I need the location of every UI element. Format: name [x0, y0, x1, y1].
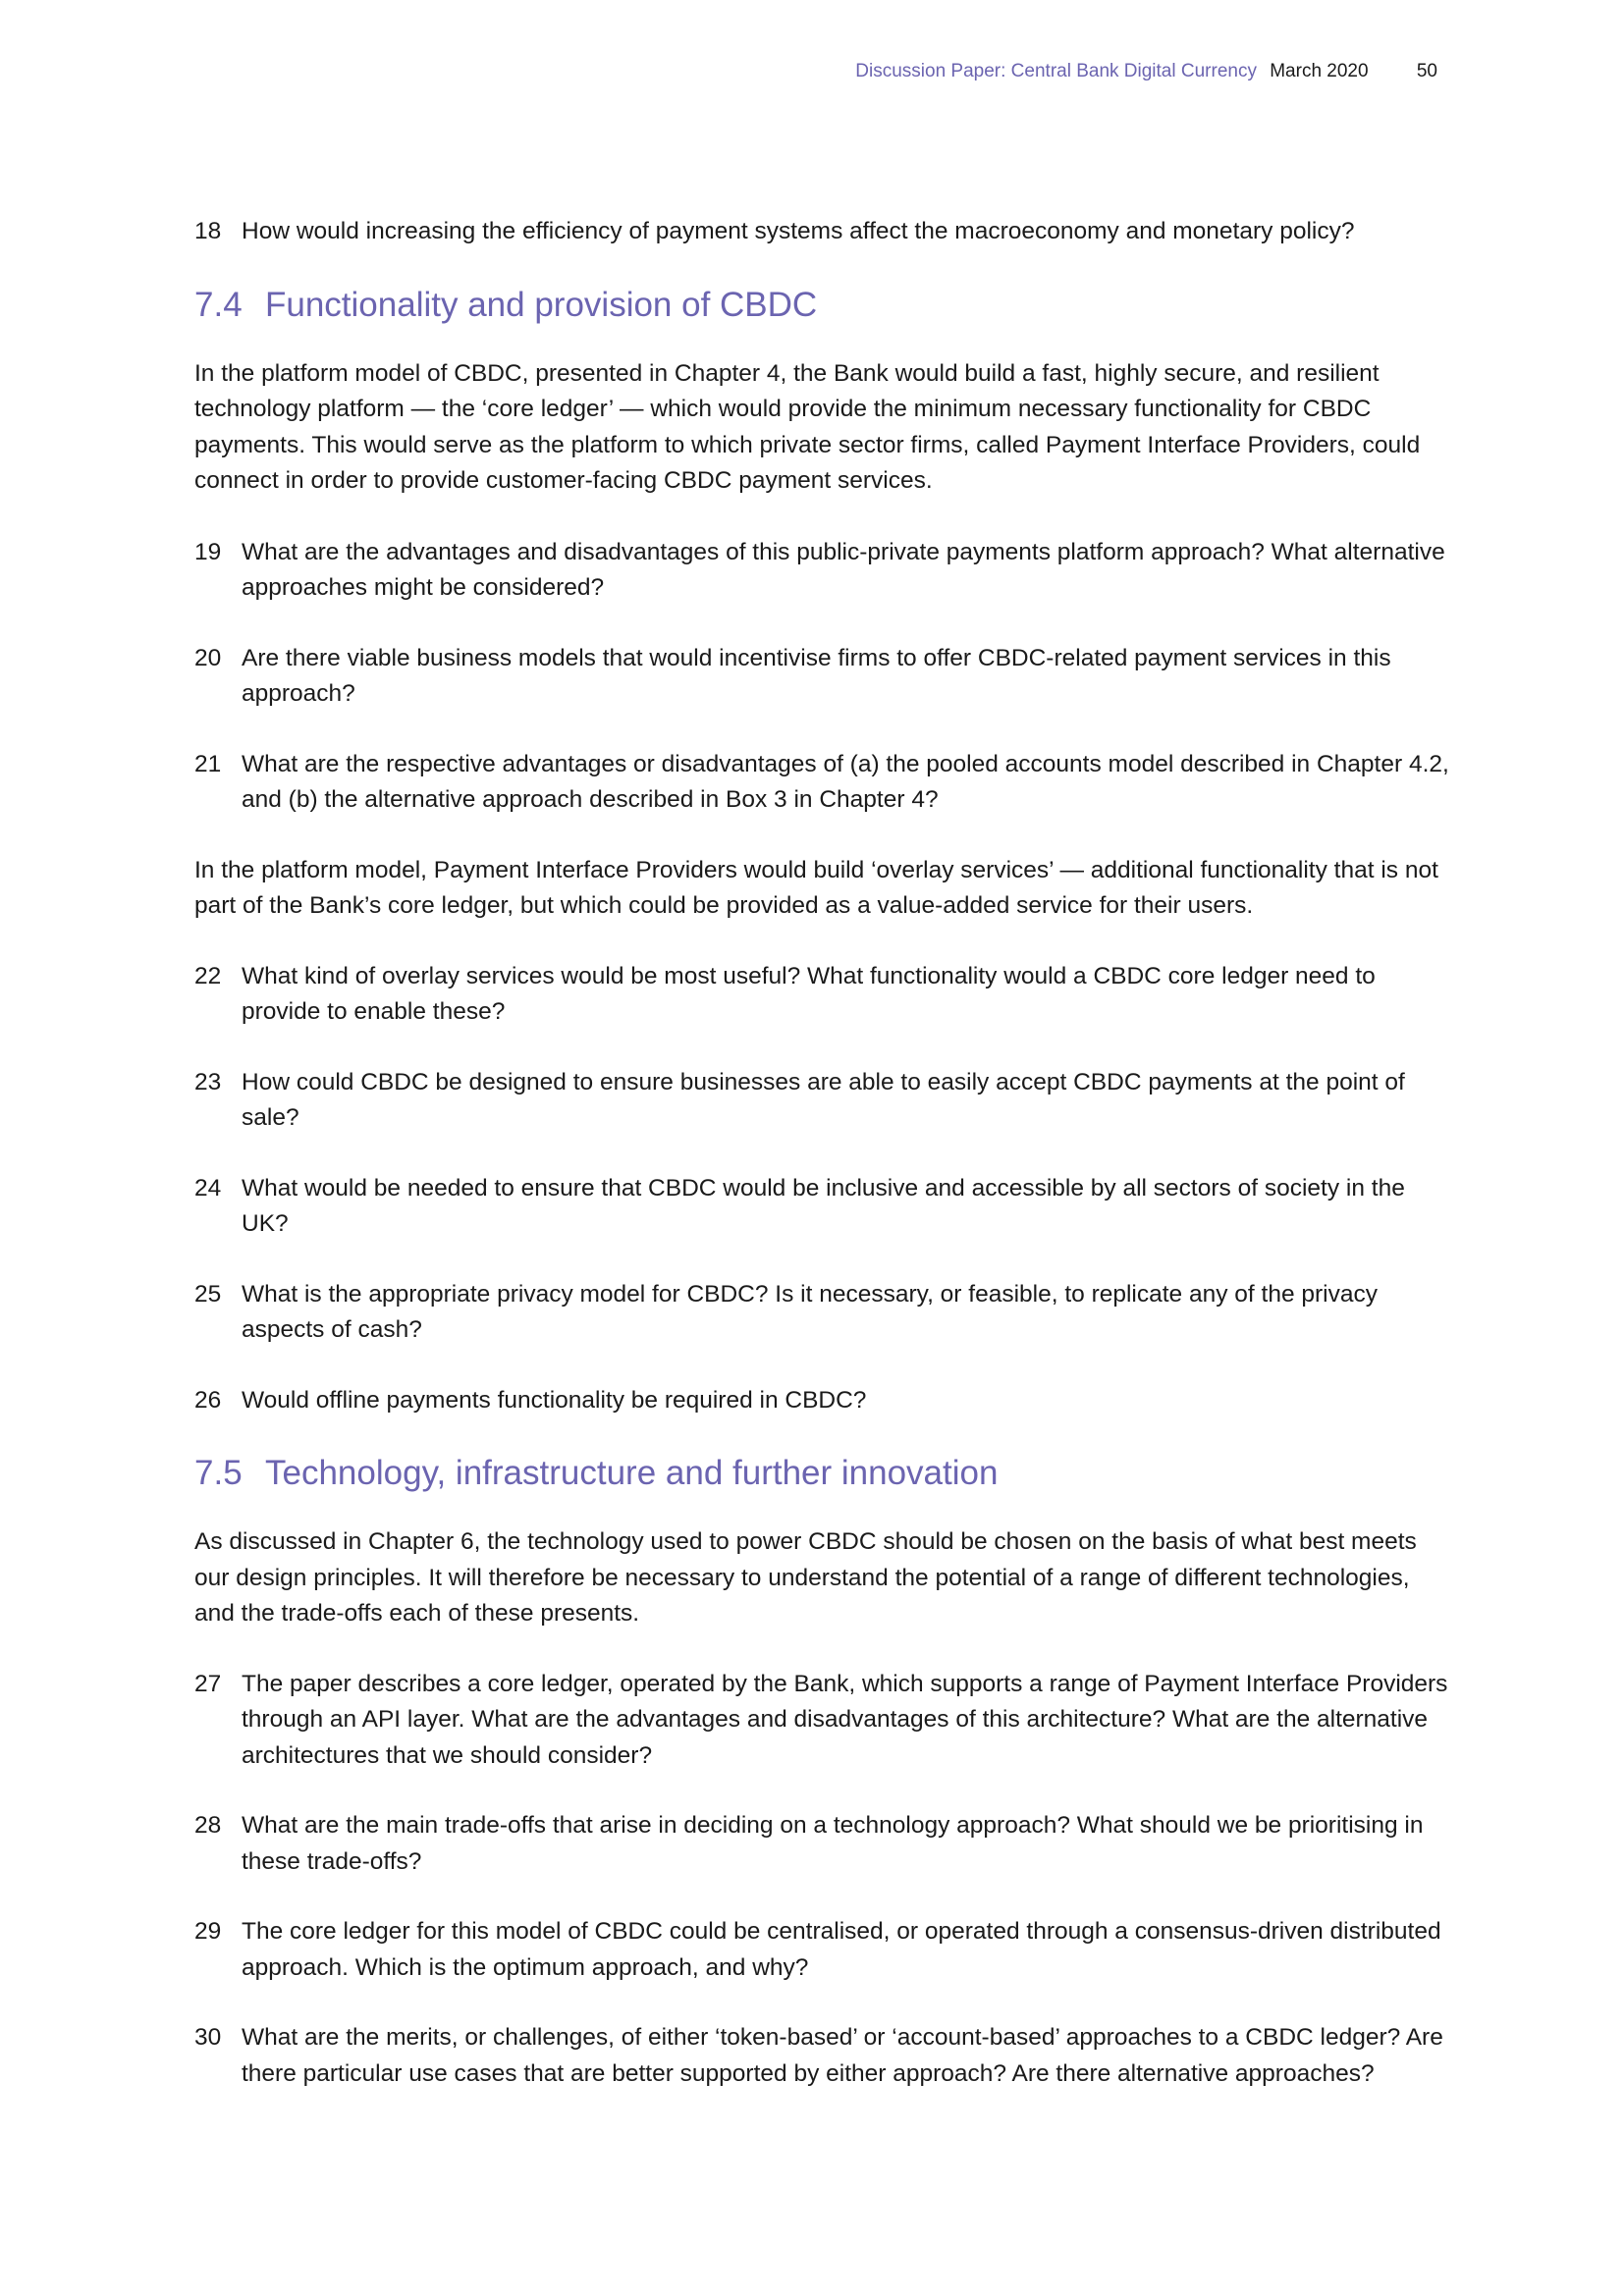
question-number: 27	[194, 1670, 222, 1697]
question-text: What kind of overlay services would be most useful? What functionality would a CBDC core ledger need to provide to enable these?	[242, 962, 1376, 1025]
question-text: Are there viable business models that would incentivise firms to offer CBDC-related payment services in this approach?	[242, 644, 1391, 707]
question-number: 21	[194, 750, 222, 777]
question-27	[194, 1667, 1451, 1775]
header-document-title: Discussion Paper: Central Bank Digital Currency	[855, 61, 1257, 81]
question-number: 29	[194, 1918, 222, 1945]
question-number: 24	[194, 1174, 222, 1201]
section-number: 7.4	[194, 285, 243, 324]
question-23	[194, 1065, 1451, 1137]
question-number: 26	[194, 1386, 222, 1414]
question-22	[194, 959, 1451, 1031]
section-title: Technology, infrastructure and further innovation	[265, 1454, 999, 1492]
paragraph-overlay-services: In the platform model, Payment Interface Providers would build ‘overlay services’ — additional functionality that is not part of the Bank’s core ledger, but which could be provided as a value-added service for their users.	[194, 856, 1438, 919]
question-24	[194, 1171, 1451, 1243]
question-18	[194, 214, 1451, 250]
page-number: 50	[1416, 61, 1437, 81]
running-header	[855, 61, 1437, 82]
question-19	[194, 535, 1451, 607]
question-29	[194, 1914, 1451, 1986]
question-text: What are the merits, or challenges, of either ‘token-based’ or ‘account-based’ approaches to a CBDC ledger? Are there particular use cases that are better supported by either approach? Are there alternative approaches?	[242, 2024, 1443, 2087]
question-number: 22	[194, 962, 222, 989]
question-number: 20	[194, 644, 222, 671]
question-number: 19	[194, 538, 222, 565]
question-text: How would increasing the efficiency of payment systems affect the macroeconomy and monetary policy?	[242, 218, 1355, 244]
paragraph-platform-model: In the platform model of CBDC, presented in Chapter 4, the Bank would build a fast, highly secure, and resilient technology platform — the ‘core ledger’ — which would provide the minimum necessary functionality for CBDC payments. This would serve as the platform to which private sector firms, called Payment Interface Providers, could connect in order to provide customer-facing CBDC payment services.	[194, 359, 1421, 494]
question-21	[194, 747, 1451, 819]
question-number: 25	[194, 1280, 222, 1308]
question-26	[194, 1383, 1451, 1419]
question-text: Would offline payments functionality be required in CBDC?	[242, 1386, 867, 1414]
question-text: What are the respective advantages or disadvantages of (a) the pooled accounts model described in Chapter 4.2, and (b) the alternative approach described in Box 3 in Chapter 4?	[242, 750, 1449, 813]
section-heading-7-5	[194, 1452, 1451, 1495]
question-text: The core ledger for this model of CBDC could be centralised, or operated through a consensus-driven distributed approach. Which is the optimum approach, and why?	[242, 1918, 1441, 1981]
section-title: Functionality and provision of CBDC	[265, 285, 818, 324]
question-number: 23	[194, 1068, 222, 1095]
question-number: 28	[194, 1812, 222, 1839]
question-text: The paper describes a core ledger, operated by the Bank, which supports a range of Payment Interface Providers through an API layer. What are the advantages and disadvantages of this architecture? What are the alternative architectures that we should consider?	[242, 1670, 1448, 1769]
question-text: What would be needed to ensure that CBDC would be inclusive and accessible by all sectors of society in the UK?	[242, 1174, 1405, 1237]
question-25	[194, 1277, 1451, 1349]
section-number: 7.5	[194, 1454, 243, 1492]
question-text: What are the main trade-offs that arise in deciding on a technology approach? What should we be prioritising in these trade-offs?	[242, 1812, 1424, 1875]
question-text: How could CBDC be designed to ensure businesses are able to easily accept CBDC payments at the point of sale?	[242, 1068, 1405, 1131]
question-number: 30	[194, 2024, 222, 2051]
question-28	[194, 1808, 1451, 1880]
question-text: What is the appropriate privacy model for CBDC? Is it necessary, or feasible, to replicate any of the privacy aspects of cash?	[242, 1280, 1379, 1343]
question-30	[194, 2020, 1451, 2092]
paragraph-technology: As discussed in Chapter 6, the technology used to power CBDC should be chosen on the basis of what best meets our design principles. It will therefore be necessary to understand the potential of a range of different technologies, and the trade-offs each of these presents.	[194, 1528, 1417, 1627]
section-heading-7-4	[194, 284, 1451, 327]
header-date: March 2020	[1270, 61, 1369, 81]
page-content	[194, 214, 1451, 2092]
question-20	[194, 641, 1451, 713]
question-text: What are the advantages and disadvantages of this public-private payments platform approach? What alternative approaches might be considered?	[242, 538, 1445, 601]
question-number: 18	[194, 218, 222, 244]
